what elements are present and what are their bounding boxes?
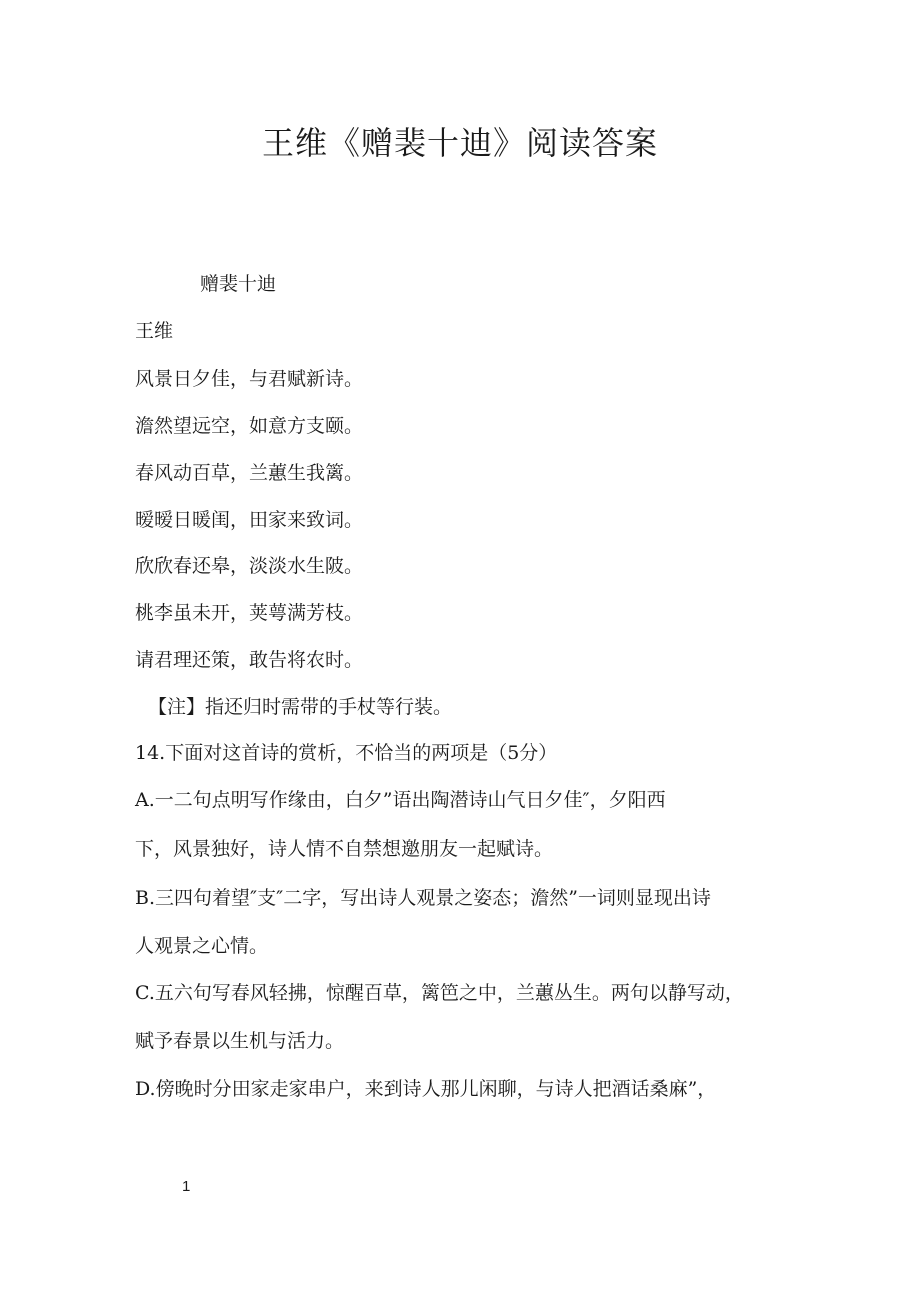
poem-note: 【注】指还归时需带的手杖等行装。 <box>148 696 453 718</box>
poem-author: 王维 <box>135 320 174 342</box>
page-title: 王维《赠裴十迪》阅读答案 <box>261 124 658 162</box>
option-a-line-2: 下，风景独好，诗人情不自禁想邀朋友一起赋诗。 <box>135 838 554 860</box>
poem-title: 赠裴十迪 <box>200 273 277 295</box>
poem-line: 欣欣春还皋，淡淡水生陂。 <box>135 555 364 577</box>
option-c-line-2: 赋予春景以生机与活力。 <box>135 1030 345 1052</box>
page-number: 1 <box>182 1178 191 1195</box>
option-a-line-1: A.一二句点明写作缘由，白夕”语出陶潜诗山气日夕佳″，夕阳西 <box>135 789 666 811</box>
option-b-line-1: B.三四句着望″支″二字，写出诗人观景之姿态；澹然”一词则显现出诗 <box>135 887 711 909</box>
poem-line: 请君理还策，敢告将农时。 <box>135 649 364 671</box>
poem-line: 暧暧日暖闺，田家来致词。 <box>135 509 364 531</box>
poem-line: 澹然望远空，如意方支颐。 <box>135 415 364 437</box>
poem-line: 桃李虽未开，荚萼满芳枝。 <box>135 602 364 624</box>
option-b-line-2: 人观景之心情。 <box>135 935 269 957</box>
poem-line: 春风动百草，兰蕙生我篱。 <box>135 462 364 484</box>
poem-line: 风景日夕佳，与君赋新诗。 <box>135 368 364 390</box>
question-stem: 14.下面对这首诗的赏析，不恰当的两项是（5分） <box>135 742 558 764</box>
option-d-line-1: D.傍晚时分田家走家串户，来到诗人那儿闲聊，与诗人把酒话桑麻”， <box>135 1078 717 1100</box>
option-c-line-1: C.五六句写春风轻拂，惊醒百草，篱笆之中，兰蕙丛生。两句以静写动， <box>135 982 744 1004</box>
